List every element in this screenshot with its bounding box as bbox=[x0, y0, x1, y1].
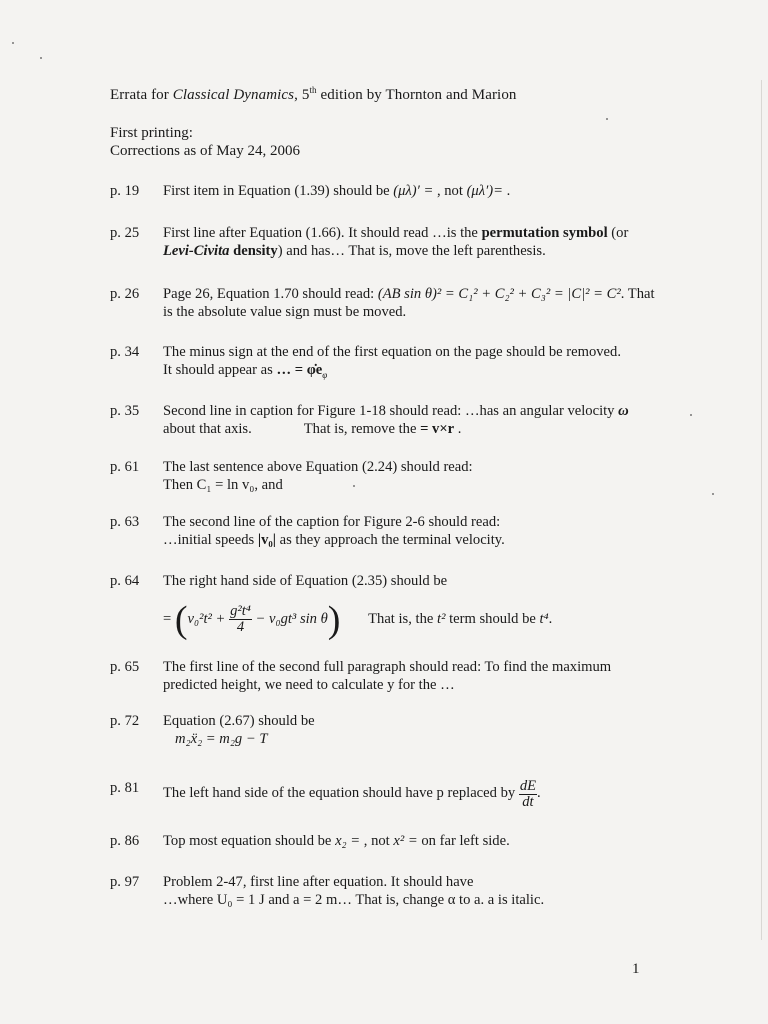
erratum-text: The second line of the caption for Figure 2-6 should read: …initial speeds |v₀| as they approach the terminal velocity. bbox=[163, 514, 505, 548]
scan-speck bbox=[712, 493, 714, 495]
erratum-text: First item in Equation (1.39) should be (μλ)′ = , not (μλ′)= . bbox=[163, 183, 511, 199]
page-ref: p. 86 bbox=[110, 833, 140, 849]
printing-info bbox=[110, 124, 300, 160]
erratum-text: The left hand side of the equation should have p replaced by $\frac{dE}{dt}$ . bbox=[163, 778, 541, 810]
page-ref: p. 25 bbox=[110, 225, 140, 241]
scan-edge bbox=[761, 80, 762, 940]
erratum-text: Page 26, Equation 1.70 should read: (AB sin θ)² = C₁² + C₂² + C₃² = |C|² = C². That is the absolute value sign must be moved. bbox=[163, 286, 655, 320]
page-ref: p. 63 bbox=[110, 514, 140, 530]
page-ref: p. 19 bbox=[110, 183, 140, 199]
erratum-text: Problem 2-47, first line after equation. It should have …where U₀ = 1 J and a = 2 m… That is, change α to a. a is italic. bbox=[163, 874, 545, 908]
erratum-text: The first line of the second full paragraph should read: To find the maximum predicted height, we need to calculate y for the … bbox=[163, 659, 612, 693]
equation: (μλ′)= bbox=[466, 183, 503, 199]
equation: … = φ̇e bbox=[276, 362, 323, 378]
scan-speck bbox=[12, 42, 14, 44]
equation: $\frac{dE}{dt}$ bbox=[519, 778, 537, 810]
page-ref: p. 34 bbox=[110, 344, 140, 360]
erratum-text: First line after Equation (1.66). It should read …is the permutation symbol (or Levi-Civita density) and has… That is, move the left parenthesis. bbox=[163, 225, 629, 259]
page-ref: p. 35 bbox=[110, 403, 140, 419]
erratum-text: The minus sign at the end of the first equation on the page should be removed. It should appear as … = $\varphi̇e_\varphi$ bbox=[163, 344, 621, 380]
page-ref: p. 72 bbox=[110, 713, 140, 729]
page-number: 1 bbox=[632, 961, 640, 977]
printing-line: First printing: bbox=[110, 125, 193, 141]
equation: x₂ = bbox=[335, 833, 361, 849]
page-ref: p. 97 bbox=[110, 874, 140, 890]
erratum-text: Second line in caption for Figure 1-18 should read: …has an angular velocity ω about that axis. That is, remove the = v×r . bbox=[163, 403, 629, 437]
scan-speck bbox=[606, 118, 608, 120]
page-ref: p. 61 bbox=[110, 459, 140, 475]
equation: (AB sin θ)² = C₁² + C₂² + C₃² = |C|² = C² bbox=[377, 286, 621, 302]
equation: = v×r bbox=[420, 421, 455, 437]
equation: (μλ)′ = bbox=[393, 183, 434, 199]
page-ref: p. 64 bbox=[110, 573, 140, 589]
corrections-date: Corrections as of May 24, 2006 bbox=[110, 143, 300, 159]
erratum-text: The last sentence above Equation (2.24) should read: Then C₁ = ln v₀, and bbox=[163, 459, 473, 493]
page-ref: p. 81 bbox=[110, 780, 140, 796]
erratum-text: Equation (2.67) should be m₂ẍ₂ = m₂g − T bbox=[163, 712, 663, 748]
page-ref: p. 65 bbox=[110, 659, 140, 675]
equation: x² = bbox=[393, 833, 418, 849]
document-title: Errata for Classical Dynamics, 5th edition by Thornton and Marion bbox=[110, 85, 517, 103]
erratum-text: The right hand side of Equation (2.35) should be = (v₀²t² + $\frac{\text{g²t⁴}}{4}$ − v₀gt³ sin θ) That is, the t² term should be t⁴. bbox=[163, 572, 663, 635]
equation: m₂ẍ₂ = m₂g − T bbox=[175, 731, 268, 747]
scan-speck bbox=[40, 57, 42, 59]
erratum-text: Top most equation should be x₂ = , not x² = on far left side. bbox=[163, 833, 510, 849]
scan-speck bbox=[690, 414, 692, 416]
page-ref: p. 26 bbox=[110, 286, 140, 302]
equation: |v₀| bbox=[257, 532, 276, 548]
equation: = (v₀²t² + $\frac{\text{g²t⁴}}{4}$ − v₀gt³ sin θ) That is, the t² term should be t⁴. bbox=[163, 598, 553, 641]
